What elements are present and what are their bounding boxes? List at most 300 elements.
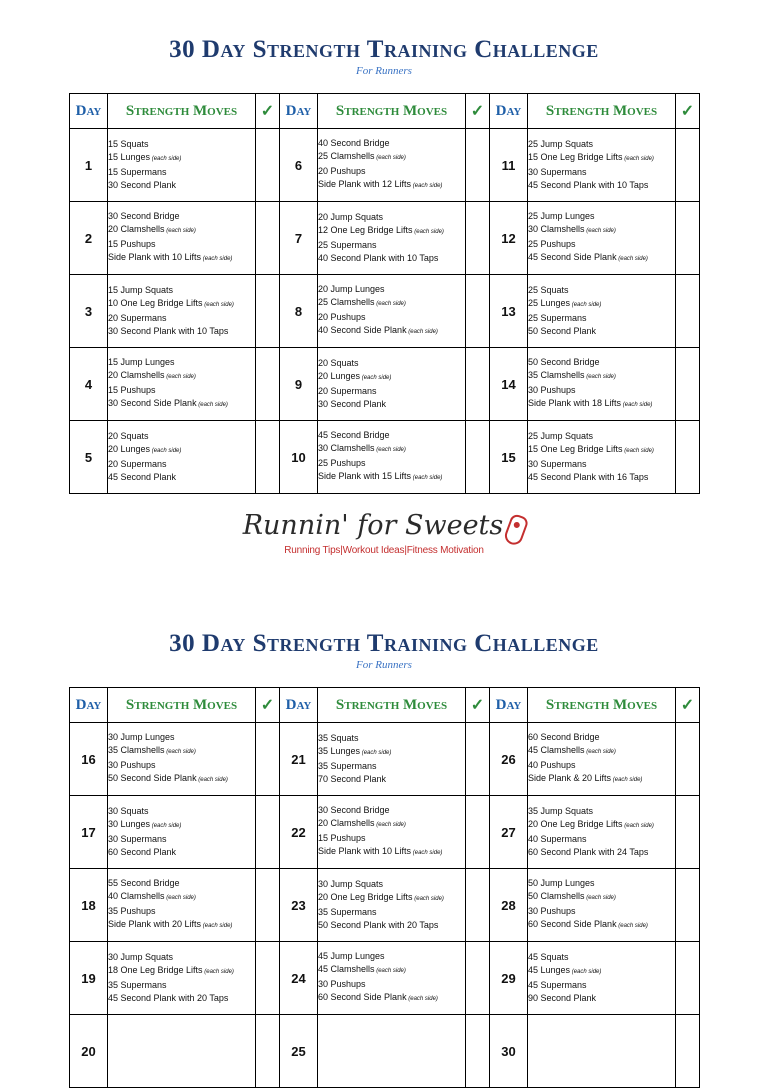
completion-checkbox[interactable] (466, 202, 490, 275)
move-line (528, 471, 675, 484)
header-strength-moves: Strength Moves (318, 688, 466, 723)
each-side-note: (each side) (412, 229, 444, 235)
day-number: 14 (490, 348, 528, 421)
header-day: Day (490, 94, 528, 129)
header-day: Day (490, 688, 528, 723)
move-line (108, 384, 255, 397)
day-number: 20 (70, 1015, 108, 1088)
each-side-note: (each side) (406, 329, 438, 335)
move-text: 15 Pushups (318, 833, 366, 843)
move-line (108, 992, 255, 1005)
logo-name: Runnin' for Sweets (242, 510, 504, 541)
each-side-note: (each side) (201, 923, 233, 929)
move-text: 15 Lunges (108, 152, 151, 162)
each-side-note: (each side) (374, 822, 406, 828)
move-text: 25 Squats (528, 285, 569, 295)
move-line (318, 732, 465, 745)
each-side-note: (each side) (584, 749, 616, 755)
day-number: 29 (490, 942, 528, 1015)
table-row (70, 421, 700, 494)
completion-checkbox[interactable] (256, 1015, 280, 1088)
move-text: 30 Squats (108, 806, 149, 816)
move-text: 25 Clamshells (318, 151, 375, 161)
move-text: 25 Jump Squats (528, 431, 594, 441)
each-side-note: (each side) (411, 183, 443, 189)
move-text: 30 Second Plank with 10 Taps (108, 326, 229, 336)
move-text: 45 Second Plank with 16 Taps (528, 472, 649, 482)
header-checkmark: ✓ (256, 688, 280, 723)
move-text: 25 Pushups (318, 458, 366, 468)
move-text: 40 Supermans (528, 834, 587, 844)
move-text: 50 Second Side Plank (108, 773, 197, 783)
header-checkmark: ✓ (256, 94, 280, 129)
move-line (528, 877, 675, 890)
move-line (108, 805, 255, 818)
running-shoe-icon (503, 513, 530, 547)
each-side-note: (each side) (616, 923, 648, 929)
move-line (318, 832, 465, 845)
move-text: 35 Clamshells (108, 745, 165, 755)
move-text: 20 Clamshells (108, 370, 165, 380)
strength-moves-cell (318, 796, 466, 869)
completion-checkbox[interactable] (676, 796, 700, 869)
strength-moves-cell (108, 348, 256, 421)
strength-moves-cell (318, 1015, 466, 1088)
each-side-note: (each side) (411, 850, 443, 856)
each-side-note: (each side) (202, 302, 234, 308)
move-line (528, 397, 675, 412)
move-text: 40 Second Plank with 10 Taps (318, 253, 439, 263)
move-line (108, 369, 255, 384)
header-strength-moves: Strength Moves (528, 688, 676, 723)
header-strength-moves: Strength Moves (528, 94, 676, 129)
day-number: 25 (280, 1015, 318, 1088)
move-line (528, 833, 675, 846)
move-line (528, 356, 675, 369)
move-line (318, 165, 465, 178)
challenge-table-days-1-15 (69, 93, 700, 494)
table-row (70, 129, 700, 202)
completion-checkbox[interactable] (676, 275, 700, 348)
move-text: 35 Pushups (108, 906, 156, 916)
completion-checkbox[interactable] (676, 129, 700, 202)
move-line (528, 179, 675, 192)
move-text: 40 Second Bridge (318, 138, 390, 148)
day-number: 30 (490, 1015, 528, 1088)
move-text: 50 Clamshells (528, 891, 585, 901)
move-line (108, 397, 255, 412)
move-text: 50 Jump Lunges (528, 878, 595, 888)
move-text: 45 Second Plank with 10 Taps (528, 180, 649, 190)
move-line (108, 284, 255, 297)
each-side-note: (each side) (196, 777, 228, 783)
move-text: 18 One Leg Bridge Lifts (108, 965, 203, 975)
move-text: 12 One Leg Bridge Lifts (318, 225, 413, 235)
strength-moves-cell (528, 421, 676, 494)
strength-moves-cell (528, 129, 676, 202)
move-line (318, 950, 465, 963)
completion-checkbox[interactable] (256, 129, 280, 202)
move-text: 30 Jump Squats (318, 879, 384, 889)
logo-tagline: Running Tips|Workout Ideas|Fitness Motivation (284, 544, 484, 556)
move-line (318, 978, 465, 991)
move-text: Side Plank with 20 Lifts (108, 919, 202, 929)
move-line (528, 443, 675, 458)
completion-checkbox[interactable] (466, 1015, 490, 1088)
move-line (108, 877, 255, 890)
each-side-note: (each side) (622, 156, 654, 162)
move-text: 35 Supermans (318, 907, 377, 917)
completion-checkbox[interactable] (676, 421, 700, 494)
move-text: Side Plank with 10 Lifts (318, 846, 412, 856)
move-line (318, 760, 465, 773)
strength-moves-cell (318, 275, 466, 348)
completion-checkbox[interactable] (256, 275, 280, 348)
move-text: 20 Jump Lunges (318, 284, 385, 294)
move-line (528, 731, 675, 744)
table-row (70, 796, 700, 869)
each-side-note: (each side) (611, 777, 643, 783)
move-line (318, 817, 465, 832)
day-number: 21 (280, 723, 318, 796)
completion-checkbox[interactable] (676, 869, 700, 942)
move-line (528, 369, 675, 384)
move-text: 45 Second Side Plank (528, 252, 617, 262)
move-line (108, 138, 255, 151)
move-line (318, 470, 465, 485)
move-line (318, 252, 465, 265)
each-side-note: (each side) (621, 402, 653, 408)
completion-checkbox[interactable] (676, 942, 700, 1015)
move-text: 20 One Leg Bridge Lifts (528, 819, 623, 829)
move-line (318, 137, 465, 150)
strength-moves-cell (108, 723, 256, 796)
strength-moves-cell (318, 869, 466, 942)
header-day: Day (70, 94, 108, 129)
move-text: 45 Clamshells (318, 964, 375, 974)
move-text: Side Plank with 15 Lifts (318, 471, 412, 481)
move-text: 35 Jump Squats (528, 806, 594, 816)
completion-checkbox[interactable] (676, 202, 700, 275)
completion-checkbox[interactable] (466, 275, 490, 348)
move-text: 25 Jump Squats (528, 139, 594, 149)
move-line (528, 744, 675, 759)
move-line (108, 471, 255, 484)
completion-checkbox[interactable] (256, 942, 280, 1015)
header-strength-moves: Strength Moves (108, 688, 256, 723)
move-text: 30 Second Bridge (318, 805, 390, 815)
move-line (108, 251, 255, 266)
move-line (108, 964, 255, 979)
day-number: 23 (280, 869, 318, 942)
move-line (108, 151, 255, 166)
move-text: 30 Jump Squats (108, 952, 174, 962)
strength-moves-cell (528, 942, 676, 1015)
move-line (318, 398, 465, 411)
each-side-note: (each side) (150, 823, 182, 829)
move-line (318, 211, 465, 224)
each-side-note: (each side) (616, 256, 648, 262)
move-text: 30 Clamshells (528, 224, 585, 234)
move-line (318, 891, 465, 906)
move-line (528, 918, 675, 933)
day-number: 4 (70, 348, 108, 421)
move-text: 45 Squats (528, 952, 569, 962)
each-side-note: (each side) (584, 228, 616, 234)
completion-checkbox[interactable] (466, 796, 490, 869)
move-text: 35 Clamshells (528, 370, 585, 380)
move-text: 45 Second Plank with 20 Taps (108, 993, 229, 1003)
strength-moves-cell (108, 942, 256, 1015)
move-line (528, 384, 675, 397)
move-text: 20 Supermans (318, 386, 377, 396)
day-number: 5 (70, 421, 108, 494)
move-line (108, 731, 255, 744)
strength-moves-cell (318, 202, 466, 275)
each-side-note: (each side) (374, 301, 406, 307)
move-line (318, 991, 465, 1006)
move-text: 20 Squats (108, 431, 149, 441)
move-text: 70 Second Plank (318, 774, 387, 784)
move-line (318, 385, 465, 398)
move-text: 15 Pushups (108, 385, 156, 395)
move-line (318, 178, 465, 193)
completion-checkbox[interactable] (676, 723, 700, 796)
move-line (108, 166, 255, 179)
move-line (318, 283, 465, 296)
day-number: 9 (280, 348, 318, 421)
completion-checkbox[interactable] (466, 869, 490, 942)
completion-checkbox[interactable] (466, 421, 490, 494)
strength-moves-cell (528, 275, 676, 348)
completion-checkbox[interactable] (466, 723, 490, 796)
page-title: 30 Day Strength Training Challenge (169, 36, 599, 63)
move-line (528, 458, 675, 471)
strength-moves-cell (108, 796, 256, 869)
day-number: 10 (280, 421, 318, 494)
move-line (108, 356, 255, 369)
move-line (318, 296, 465, 311)
move-line (528, 992, 675, 1005)
move-line (318, 429, 465, 442)
move-line (108, 430, 255, 443)
each-side-note: (each side) (570, 302, 602, 308)
move-line (318, 324, 465, 339)
completion-checkbox[interactable] (676, 1015, 700, 1088)
each-side-note: (each side) (584, 895, 616, 901)
move-line (528, 312, 675, 325)
move-text: 60 Second Plank with 24 Taps (528, 847, 649, 857)
each-side-note: (each side) (570, 969, 602, 975)
challenge-table-days-16-30 (69, 687, 700, 1088)
move-text: 20 Lunges (108, 444, 151, 454)
move-line (108, 312, 255, 325)
day-number: 15 (490, 421, 528, 494)
move-line (528, 759, 675, 772)
move-text: 35 Supermans (108, 980, 167, 990)
completion-checkbox[interactable] (256, 202, 280, 275)
strength-moves-cell (108, 421, 256, 494)
move-line (528, 430, 675, 443)
move-text: 20 Clamshells (318, 818, 375, 828)
move-text: 15 Jump Lunges (108, 357, 175, 367)
move-text: Side Plank with 10 Lifts (108, 252, 202, 262)
move-text: 25 Supermans (318, 240, 377, 250)
move-text: 40 Clamshells (108, 891, 165, 901)
day-number: 17 (70, 796, 108, 869)
day-number: 13 (490, 275, 528, 348)
move-line (108, 979, 255, 992)
move-line (318, 442, 465, 457)
move-line (318, 804, 465, 817)
move-line (528, 151, 675, 166)
move-text: 20 Lunges (318, 371, 361, 381)
move-text: 25 Jump Lunges (528, 211, 595, 221)
table-row (70, 942, 700, 1015)
move-line (528, 846, 675, 859)
move-line (108, 223, 255, 238)
move-text: 30 Second Plank (318, 399, 387, 409)
move-text: 35 Supermans (318, 761, 377, 771)
move-line (108, 179, 255, 192)
move-line (318, 311, 465, 324)
move-line (318, 224, 465, 239)
strength-moves-cell (528, 796, 676, 869)
each-side-note: (each side) (360, 375, 392, 381)
day-number: 1 (70, 129, 108, 202)
each-side-note: (each side) (622, 823, 654, 829)
move-line (318, 150, 465, 165)
move-text: 45 Second Bridge (318, 430, 390, 440)
completion-checkbox[interactable] (466, 348, 490, 421)
move-text: 50 Second Plank (528, 326, 597, 336)
move-line (318, 357, 465, 370)
move-text: 60 Second Side Plank (528, 919, 617, 929)
each-side-note: (each side) (374, 968, 406, 974)
move-line (528, 772, 675, 787)
day-number: 22 (280, 796, 318, 869)
move-line (528, 166, 675, 179)
strength-moves-cell (318, 348, 466, 421)
move-line (108, 918, 255, 933)
move-line (108, 458, 255, 471)
header-checkmark: ✓ (676, 688, 700, 723)
completion-checkbox[interactable] (466, 942, 490, 1015)
move-line (528, 805, 675, 818)
header-day: Day (70, 688, 108, 723)
move-line (108, 297, 255, 312)
move-text: 35 Lunges (318, 746, 361, 756)
move-text: 30 Pushups (318, 979, 366, 989)
strength-moves-cell (108, 869, 256, 942)
table-row (70, 1015, 700, 1088)
completion-checkbox[interactable] (256, 348, 280, 421)
strength-moves-cell (318, 723, 466, 796)
move-text: 45 Lunges (528, 965, 571, 975)
move-text: 15 One Leg Bridge Lifts (528, 152, 623, 162)
completion-checkbox[interactable] (256, 723, 280, 796)
move-text: 20 Pushups (318, 166, 366, 176)
each-side-note: (each side) (584, 374, 616, 380)
strength-moves-cell (108, 275, 256, 348)
header-day: Day (280, 688, 318, 723)
page-title-2: 30 Day Strength Training Challenge (169, 630, 599, 657)
move-line (528, 964, 675, 979)
move-text: 25 Pushups (528, 239, 576, 249)
completion-checkbox[interactable] (676, 348, 700, 421)
header-strength-moves: Strength Moves (108, 94, 256, 129)
move-line (318, 963, 465, 978)
move-line (528, 297, 675, 312)
move-line (318, 845, 465, 860)
completion-checkbox[interactable] (256, 796, 280, 869)
each-side-note: (each side) (150, 156, 182, 162)
move-text: 20 Supermans (108, 313, 167, 323)
move-line (108, 818, 255, 833)
move-text: 15 One Leg Bridge Lifts (528, 444, 623, 454)
strength-moves-cell (528, 202, 676, 275)
each-side-note: (each side) (374, 155, 406, 161)
move-text: 60 Second Bridge (528, 732, 600, 742)
each-side-note: (each side) (164, 228, 196, 234)
move-line (528, 284, 675, 297)
move-line (528, 210, 675, 223)
completion-checkbox[interactable] (256, 421, 280, 494)
move-line (528, 979, 675, 992)
header-strength-moves: Strength Moves (318, 94, 466, 129)
day-number: 16 (70, 723, 108, 796)
move-text: 25 Supermans (528, 313, 587, 323)
move-text: 40 Second Side Plank (318, 325, 407, 335)
completion-checkbox[interactable] (466, 129, 490, 202)
move-text: 30 Supermans (108, 834, 167, 844)
each-side-note: (each side) (374, 447, 406, 453)
day-number: 3 (70, 275, 108, 348)
move-line (108, 951, 255, 964)
move-text: 30 Pushups (528, 385, 576, 395)
day-number: 27 (490, 796, 528, 869)
move-text: 60 Second Plank (108, 847, 177, 857)
move-line (528, 325, 675, 338)
each-side-note: (each side) (150, 448, 182, 454)
day-number: 19 (70, 942, 108, 1015)
move-line (108, 238, 255, 251)
move-text: Side Plank & 20 Lifts (528, 773, 612, 783)
completion-checkbox[interactable] (256, 869, 280, 942)
move-text: 50 Second Bridge (528, 357, 600, 367)
move-line (108, 759, 255, 772)
strength-moves-cell (528, 723, 676, 796)
day-number: 7 (280, 202, 318, 275)
move-text: 10 One Leg Bridge Lifts (108, 298, 203, 308)
strength-moves-cell (528, 869, 676, 942)
strength-moves-cell (318, 421, 466, 494)
move-text: 20 Supermans (108, 459, 167, 469)
move-text: 15 Jump Squats (108, 285, 174, 295)
table-row (70, 275, 700, 348)
strength-moves-cell (108, 1015, 256, 1088)
move-text: 55 Second Bridge (108, 878, 180, 888)
move-line (528, 223, 675, 238)
move-text: 30 Second Bridge (108, 211, 180, 221)
move-line (108, 890, 255, 905)
each-side-note: (each side) (406, 996, 438, 1002)
move-text: 60 Second Side Plank (318, 992, 407, 1002)
move-line (318, 878, 465, 891)
day-number: 6 (280, 129, 318, 202)
move-text: 30 Pushups (108, 760, 156, 770)
each-side-note: (each side) (196, 402, 228, 408)
